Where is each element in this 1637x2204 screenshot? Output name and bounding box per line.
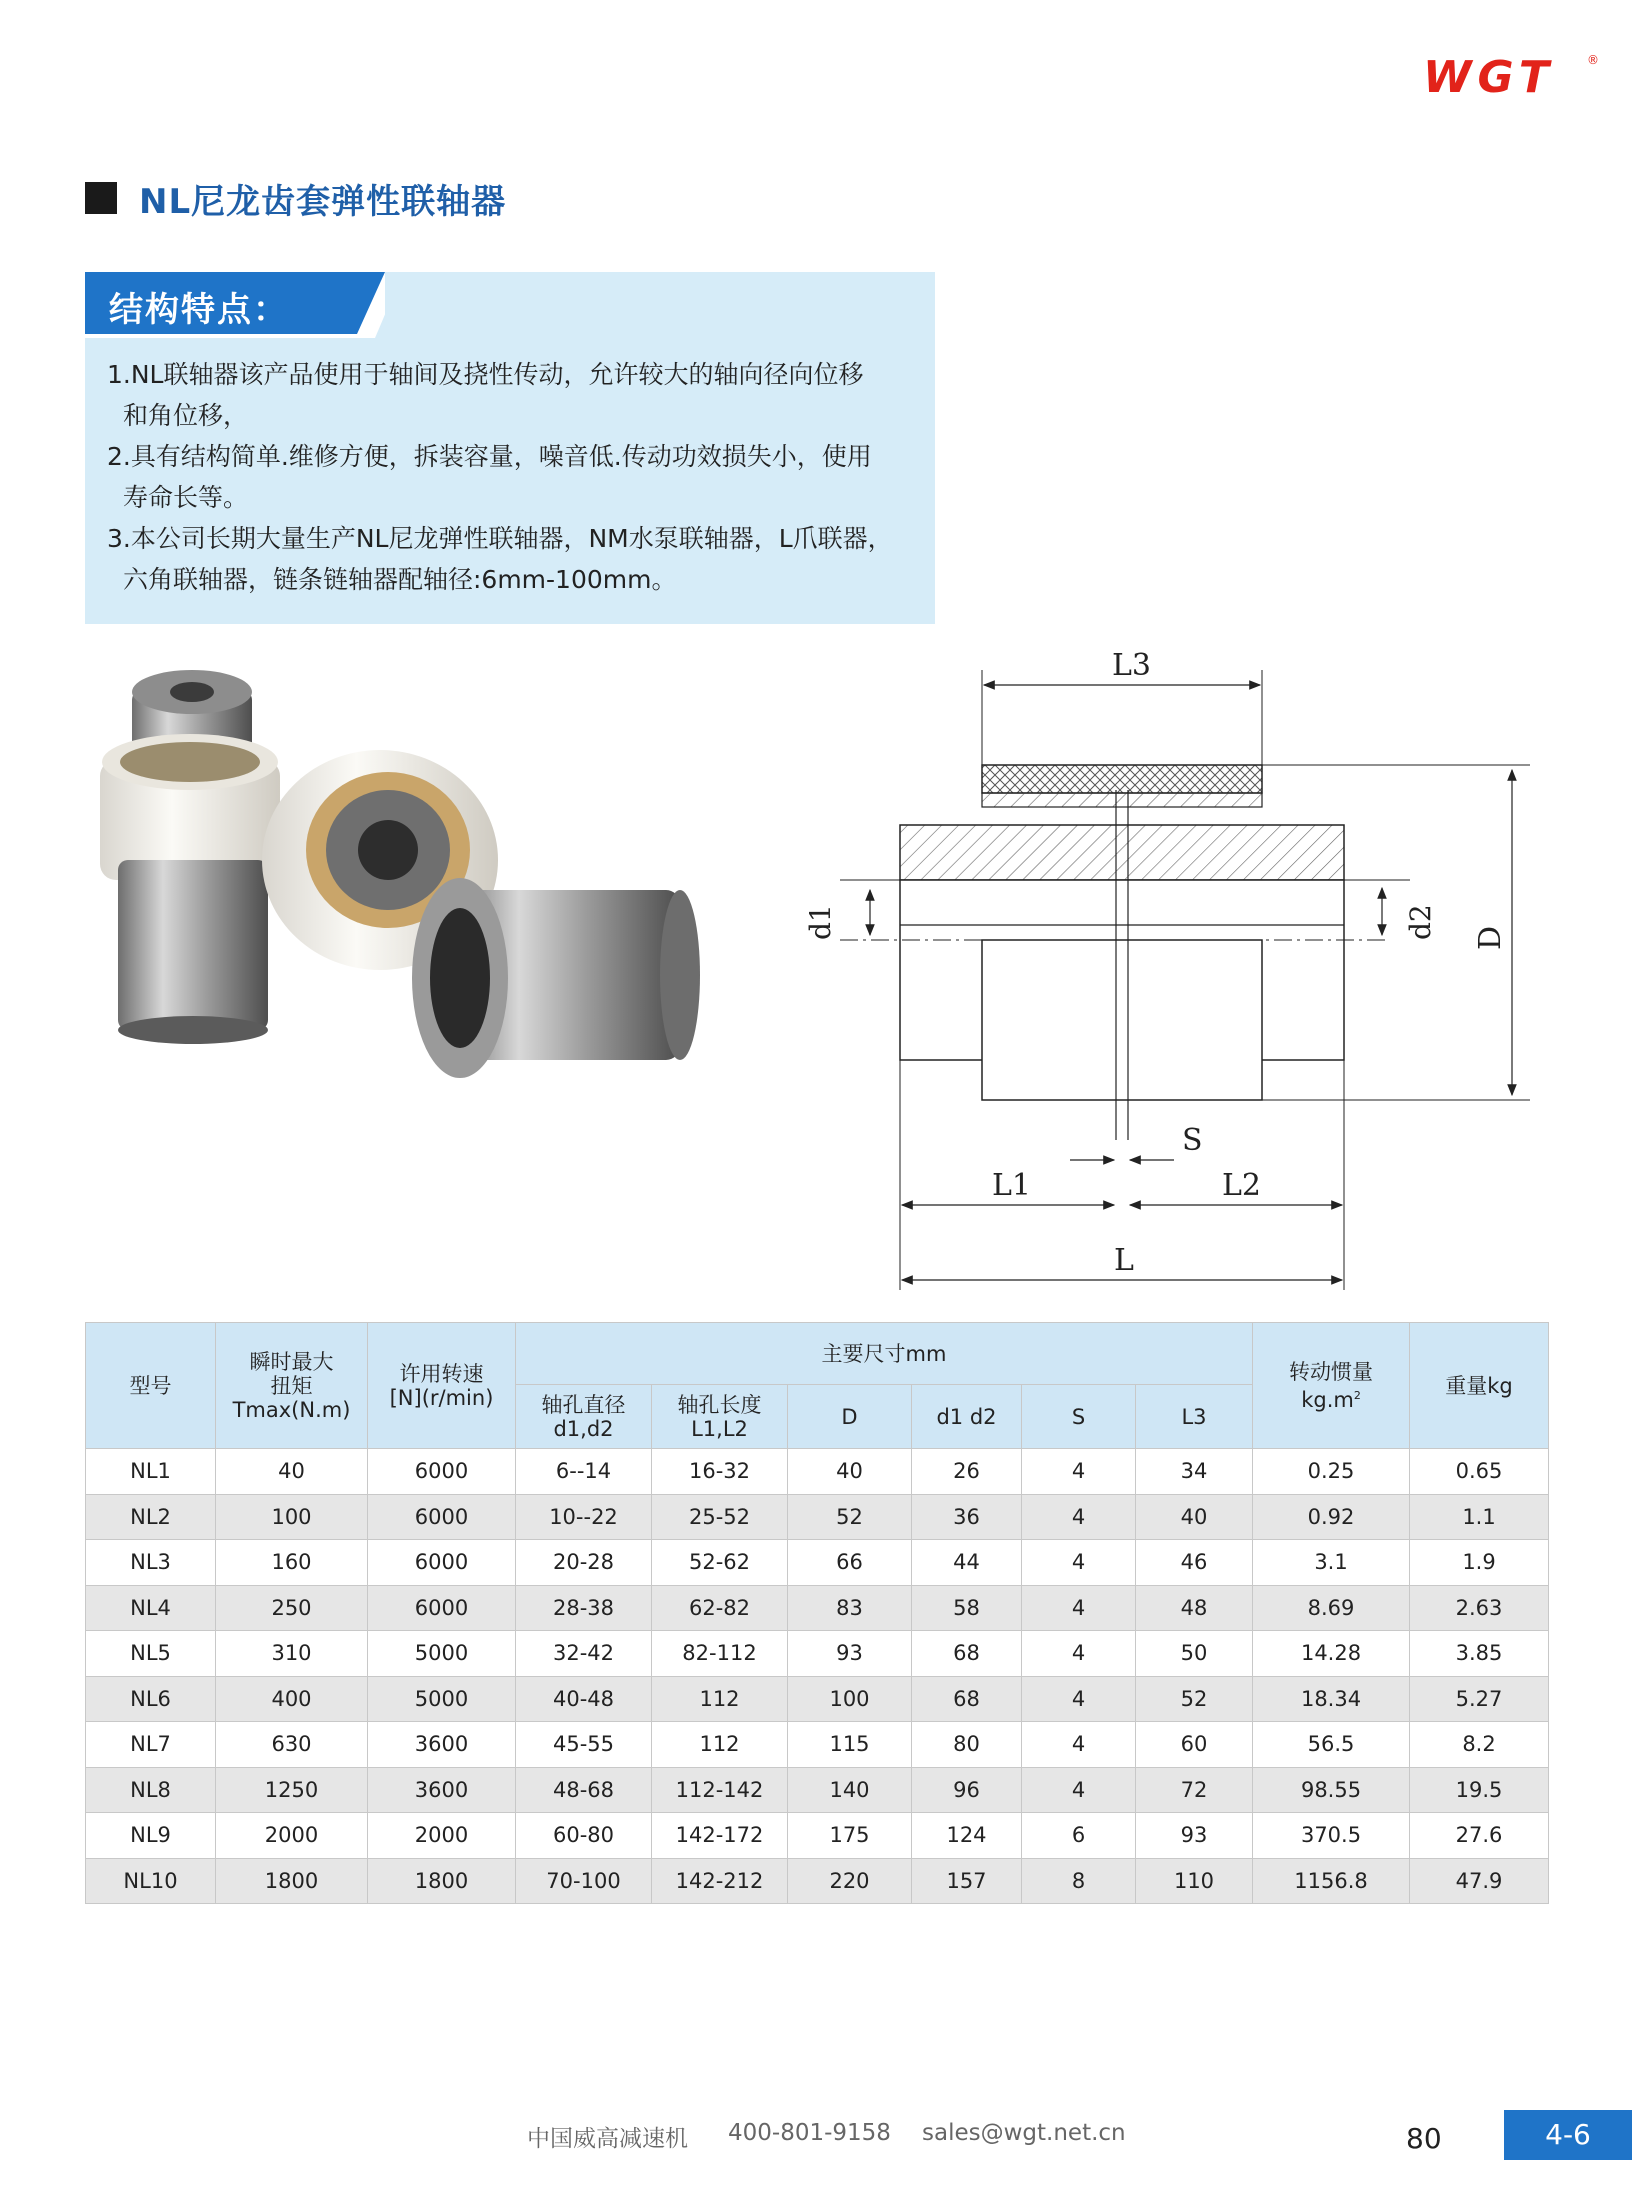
header-main-dims: 主要尺寸mm [516,1323,1253,1385]
table-cell: 0.92 [1253,1494,1410,1540]
table-cell: 56.5 [1253,1722,1410,1768]
table-cell: 1800 [368,1858,516,1904]
technical-drawing [770,640,1570,1300]
footer [0,2110,1637,2170]
feature-item-2-line1: 2.具有结构简单.维修方便，拆装容量，噪音低.传动功效损失小，使用 [107,442,872,471]
table-cell: 124 [912,1813,1022,1859]
table-cell: 32-42 [516,1631,652,1677]
table-cell: 48 [1136,1585,1253,1631]
table-cell: 5.27 [1410,1676,1549,1722]
table-cell: 58 [912,1585,1022,1631]
table-row [86,1631,1549,1677]
table-cell: 16-32 [652,1449,788,1495]
label-L2: L2 [1222,1168,1262,1203]
feature-item-3-line2: 六角联轴器，链条链轴器配轴径:6mm-100mm。 [123,565,677,594]
table-cell: 60-80 [516,1813,652,1859]
table-cell: 82-112 [652,1631,788,1677]
table-cell: 100 [788,1676,912,1722]
table-cell: 2.63 [1410,1585,1549,1631]
table-cell: 26 [912,1449,1022,1495]
header-inertia: 转动惯量 $kg.m^2$ [1253,1323,1410,1449]
table-cell: 80 [912,1722,1022,1768]
table-cell: NL9 [86,1813,216,1859]
table-cell: 1.1 [1410,1494,1549,1540]
table-cell: 370.5 [1253,1813,1410,1859]
feature-item-3 [107,518,927,600]
table-cell: 157 [912,1858,1022,1904]
table-cell: 40 [788,1449,912,1495]
features-heading: 结构特点： [109,290,289,330]
feature-item-2 [107,436,927,518]
table-cell: 98.55 [1253,1767,1410,1813]
table-cell: 0.25 [1253,1449,1410,1495]
table-cell: 25-52 [652,1494,788,1540]
table-cell: 220 [788,1858,912,1904]
table-row [86,1858,1549,1904]
table-cell: 3600 [368,1722,516,1768]
table-cell: 630 [216,1722,368,1768]
table-cell: NL3 [86,1540,216,1586]
table-cell: 14.28 [1253,1631,1410,1677]
label-L1: L1 [992,1168,1032,1203]
table-cell: 3.1 [1253,1540,1410,1586]
header-L3: L3 [1136,1385,1253,1449]
table-cell: 44 [912,1540,1022,1586]
table-cell: 4 [1022,1540,1136,1586]
table-cell: 83 [788,1585,912,1631]
table-cell: 45-55 [516,1722,652,1768]
table-cell: NL8 [86,1767,216,1813]
table-cell: NL4 [86,1585,216,1631]
table-cell: 2000 [216,1813,368,1859]
logo-trademark: ® [1587,53,1599,67]
table-cell: NL10 [86,1858,216,1904]
header-S: S [1022,1385,1136,1449]
table-cell: 112 [652,1722,788,1768]
features-list [107,354,927,600]
table-cell: 8 [1022,1858,1136,1904]
table-cell: 34 [1136,1449,1253,1495]
wgt-logo [1423,52,1599,98]
table-cell: 142-172 [652,1813,788,1859]
label-S: S [1182,1123,1203,1158]
table-cell: 8.2 [1410,1722,1549,1768]
table-row [86,1813,1549,1859]
table-cell: 18.34 [1253,1676,1410,1722]
table-cell: 28-38 [516,1585,652,1631]
page-number: 80 [1406,2122,1442,2155]
table-cell: 8.69 [1253,1585,1410,1631]
table-row [86,1767,1549,1813]
features-box [85,272,935,624]
table-cell: 175 [788,1813,912,1859]
header-D: D [788,1385,912,1449]
feature-item-1-line1: 1.NL联轴器该产品使用于轴间及挠性传动，允许较大的轴向径向位移 [107,360,864,389]
table-cell: 6000 [368,1540,516,1586]
header-d1d2: d1 d2 [912,1385,1022,1449]
table-cell: 4 [1022,1494,1136,1540]
product-photo [90,660,770,1100]
table-cell: 3.85 [1410,1631,1549,1677]
table-cell: 52 [1136,1676,1253,1722]
table-cell: 72 [1136,1767,1253,1813]
table-cell: 1250 [216,1767,368,1813]
table-cell: 52 [788,1494,912,1540]
table-cell: 4 [1022,1767,1136,1813]
table-row [86,1494,1549,1540]
table-cell: 96 [912,1767,1022,1813]
table-cell: 68 [912,1631,1022,1677]
table-cell: 112-142 [652,1767,788,1813]
header-speed: 许用转速 [N](r/min) [368,1323,516,1449]
table-cell: 4 [1022,1585,1136,1631]
table-row [86,1449,1549,1495]
table-cell: 0.65 [1410,1449,1549,1495]
table-cell: 47.9 [1410,1858,1549,1904]
spec-table [85,1322,1549,1904]
table-cell: 3600 [368,1767,516,1813]
table-cell: 52-62 [652,1540,788,1586]
table-cell: 6--14 [516,1449,652,1495]
table-cell: 60 [1136,1722,1253,1768]
table-cell: 110 [1136,1858,1253,1904]
table-row [86,1585,1549,1631]
table-cell: 20-28 [516,1540,652,1586]
table-cell: 1.9 [1410,1540,1549,1586]
header-bore-len: 轴孔长度 L1,L2 [652,1385,788,1449]
table-cell: 400 [216,1676,368,1722]
label-L3: L3 [1112,648,1152,683]
label-d2: d2 [1404,904,1437,940]
spec-table-body [86,1449,1549,1904]
table-cell: 4 [1022,1676,1136,1722]
footer-email: sales@wgt.net.cn [922,2120,1126,2146]
table-cell: 40-48 [516,1676,652,1722]
header-weight: 重量kg [1410,1323,1549,1449]
table-cell: 93 [1136,1813,1253,1859]
table-cell: 10--22 [516,1494,652,1540]
table-cell: 6000 [368,1449,516,1495]
footer-phone: 400-801-9158 [728,2120,891,2146]
table-cell: 19.5 [1410,1767,1549,1813]
header-bore-dia: 轴孔直径 d1,d2 [516,1385,652,1449]
page-title: NL尼龙齿套弹性联轴器 [139,181,507,222]
table-cell: NL1 [86,1449,216,1495]
footer-company: 中国威高减速机 [527,2126,688,2152]
table-cell: 93 [788,1631,912,1677]
table-cell: 6 [1022,1813,1136,1859]
table-cell: 142-212 [652,1858,788,1904]
table-cell: NL2 [86,1494,216,1540]
geared-hub [412,878,700,1078]
logo-text: WGT [1423,52,1555,98]
table-row [86,1676,1549,1722]
table-cell: 48-68 [516,1767,652,1813]
header-torque: 瞬时最大 扭矩 Tmax(N.m) [216,1323,368,1449]
table-cell: 40 [1136,1494,1253,1540]
feature-item-1-line2: 和角位移， [123,401,249,430]
table-row [86,1540,1549,1586]
table-cell: 250 [216,1585,368,1631]
table-cell: 46 [1136,1540,1253,1586]
title-bullet [85,182,117,214]
table-cell: 40 [216,1449,368,1495]
label-L: L [1114,1243,1134,1278]
section-badge: 4-6 [1504,2110,1632,2160]
table-cell: 6000 [368,1585,516,1631]
table-cell: 50 [1136,1631,1253,1677]
table-cell: 4 [1022,1631,1136,1677]
table-row [86,1722,1549,1768]
table-cell: 4 [1022,1722,1136,1768]
table-cell: 1800 [216,1858,368,1904]
table-cell: 36 [912,1494,1022,1540]
table-cell: NL7 [86,1722,216,1768]
table-cell: 70-100 [516,1858,652,1904]
label-D: D [1473,925,1508,950]
table-cell: 68 [912,1676,1022,1722]
feature-item-2-line2: 寿命长等。 [123,483,249,512]
feature-item-3-line1: 3.本公司长期大量生产NL尼龙弹性联轴器，NM水泵联轴器，L爪联器， [107,524,893,553]
table-cell: 62-82 [652,1585,788,1631]
table-cell: 4 [1022,1449,1136,1495]
table-cell: 5000 [368,1631,516,1677]
table-cell: 66 [788,1540,912,1586]
table-cell: NL6 [86,1676,216,1722]
table-cell: 112 [652,1676,788,1722]
table-cell: 6000 [368,1494,516,1540]
table-cell: 27.6 [1410,1813,1549,1859]
table-cell: 310 [216,1631,368,1677]
label-d1: d1 [804,904,837,940]
table-cell: 160 [216,1540,368,1586]
table-cell: 140 [788,1767,912,1813]
table-cell: 100 [216,1494,368,1540]
assembled-coupling [100,670,280,1044]
table-cell: 1156.8 [1253,1858,1410,1904]
table-cell: NL5 [86,1631,216,1677]
feature-item-1 [107,354,927,436]
table-cell: 5000 [368,1676,516,1722]
table-cell: 2000 [368,1813,516,1859]
header-model: 型号 [86,1323,216,1449]
table-cell: 115 [788,1722,912,1768]
page-title-row [85,178,507,222]
